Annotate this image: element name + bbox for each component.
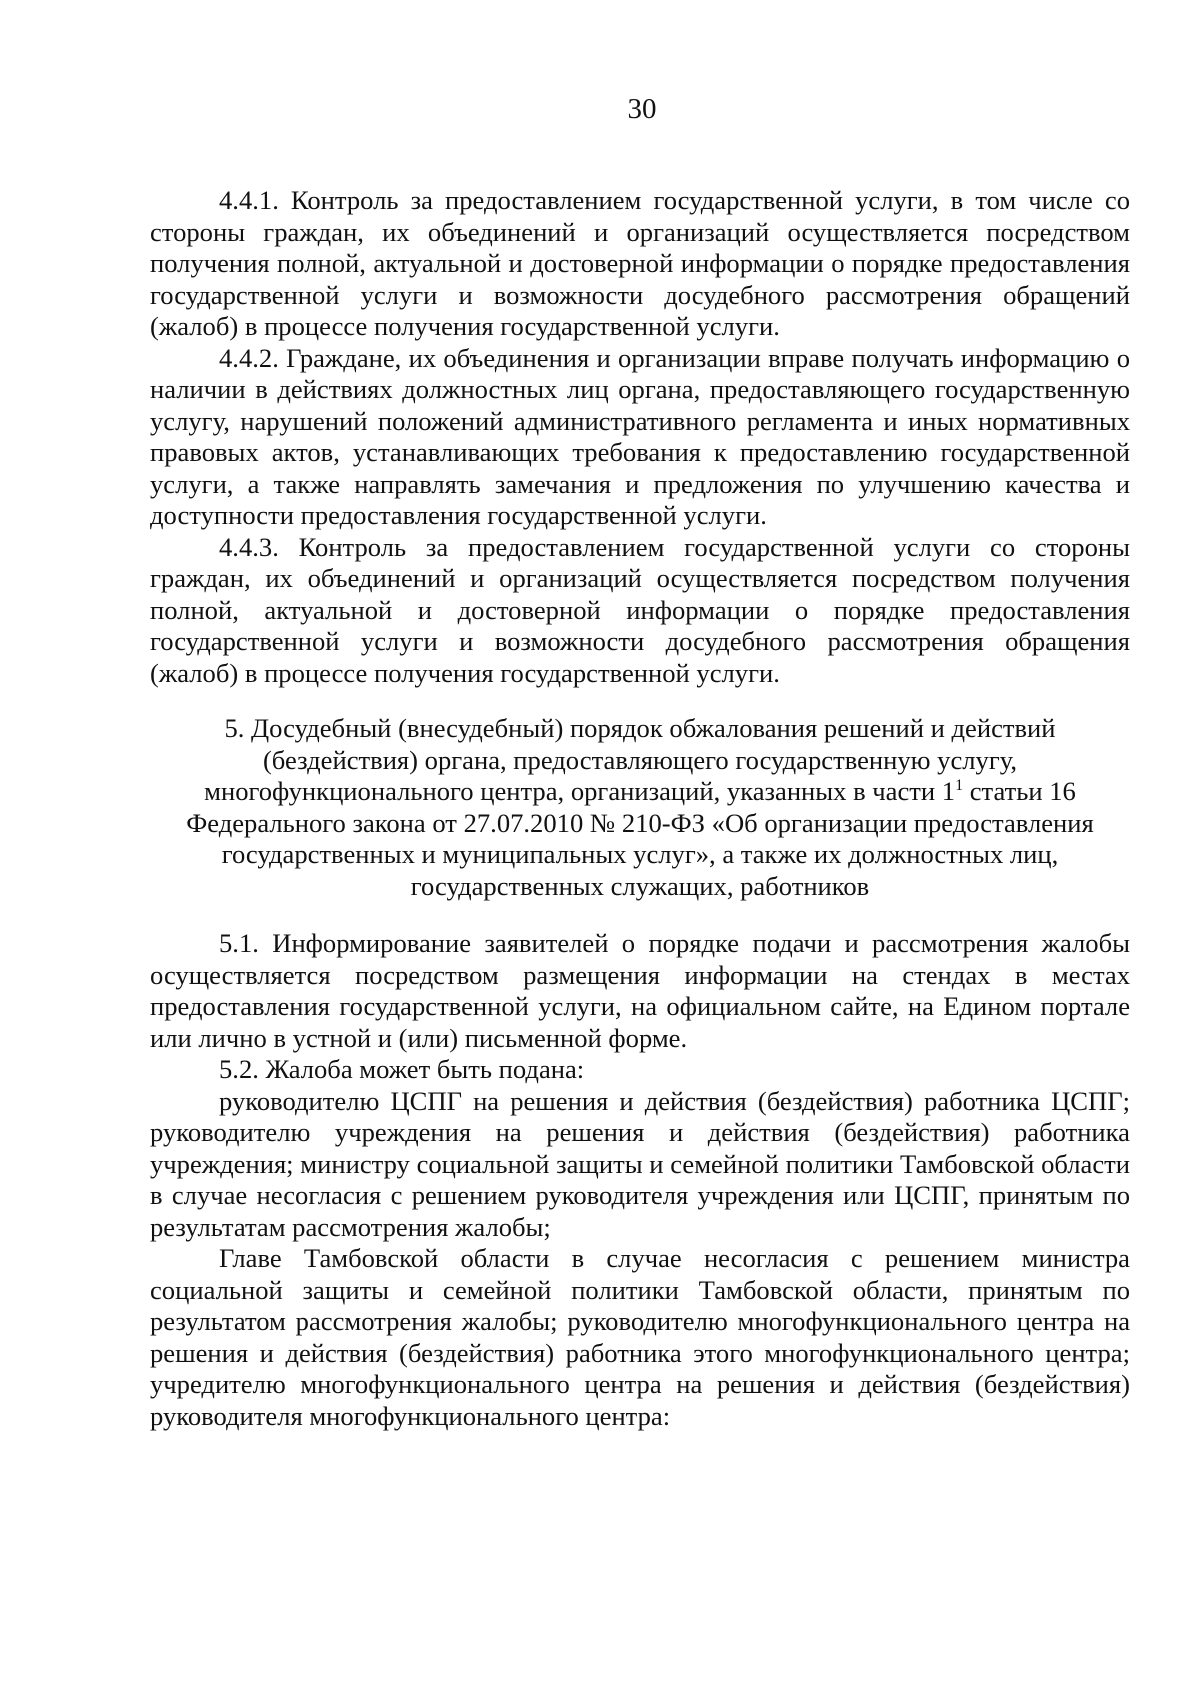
heading-line: государственных и муниципальных услуг», а также их должностных лиц, bbox=[221, 839, 1059, 869]
heading-text: многофункционального центра, организаций, указанных в части 1 bbox=[204, 776, 956, 806]
paragraph-5-2-recipients-b: Главе Тамбовской области в случае несогласия с решением министра социальной защиты и семейной политики Тамбовской области, принятым по результатом рассмотрения жалобы; руководителю многофункционального центра на решения и действия (бездействия) работника этого многофункционального центра; учредителю многофункционального центра на решения и действия (бездействия) руководителя многофункционального центра: bbox=[150, 1243, 1130, 1431]
heading-line bbox=[150, 776, 1130, 808]
heading-superscript: 1 bbox=[955, 777, 964, 795]
paragraph-5-2: 5.2. Жалоба может быть подана: bbox=[219, 1054, 585, 1084]
section-5-heading bbox=[150, 713, 1130, 902]
paragraph-4-4-2: 4.4.2. Граждане, их объединения и организации вправе получать информацию о наличии в действиях должностных лиц органа, предоставляющего государственную услугу, нарушений положений административного регламента и иных нормативных правовых актов, устанавливающих требования к предоставлению государственной услуги, а также направлять замечания и предложения по улучшению качества и доступности предоставления государственной услуги. bbox=[150, 342, 1130, 530]
paragraph-4-4-1: 4.4.1. Контроль за предоставлением государственной услуги, в том числе со стороны граждан, их объединений и организаций осуществляется посредством получения полной, актуальной и достоверной информации о порядке предоставления государственной услуги и возможности досудебного рассмотрения обращений (жалоб) в процессе получения государственной услуги. bbox=[150, 185, 1130, 341]
heading-line: государственных служащих, работников bbox=[410, 870, 870, 901]
heading-line: Федерального закона от 27.07.2010 № 210-ФЗ «Об организации предоставления bbox=[186, 807, 1094, 838]
paragraph-5-2-recipients-a: руководителю ЦСПГ на решения и действия (бездействия) работника ЦСПГ; руководителю учреждения на решения и действия (бездействия) работника учреждения; министру социальной защиты и семейной политики Тамбовской области в случае несогласия с решением руководителя учреждения или ЦСПГ, принятым по результатам рассмотрения жалобы; bbox=[150, 1085, 1130, 1242]
paragraph-4-4-3: 4.4.3. Контроль за предоставлением государственной услуги со стороны граждан, их объединений и организаций осуществляется посредством получения полной, актуальной и достоверной информации о порядке предоставления государственной услуги и возможности досудебного рассмотрения обращения (жалоб) в процессе получения государственной услуги. bbox=[150, 531, 1130, 688]
document-body bbox=[150, 185, 1130, 1432]
page-number: 30 bbox=[627, 93, 657, 125]
heading-text: статьи 16 bbox=[963, 776, 1076, 806]
heading-line: 5. Досудебный (внесудебный) порядок обжалования решений и действий bbox=[224, 713, 1056, 743]
heading-line: (бездействия) органа, предоставляющего государственную услугу, bbox=[262, 744, 1018, 775]
paragraph-5-1: 5.1. Информирование заявителей о порядке подачи и рассмотрения жалобы осуществляется посредством размещения информации на стендах в местах предоставления государственной услуги, на официальном сайте, на Едином портале или лично в устной и (или) письменной форме. bbox=[150, 928, 1130, 1053]
